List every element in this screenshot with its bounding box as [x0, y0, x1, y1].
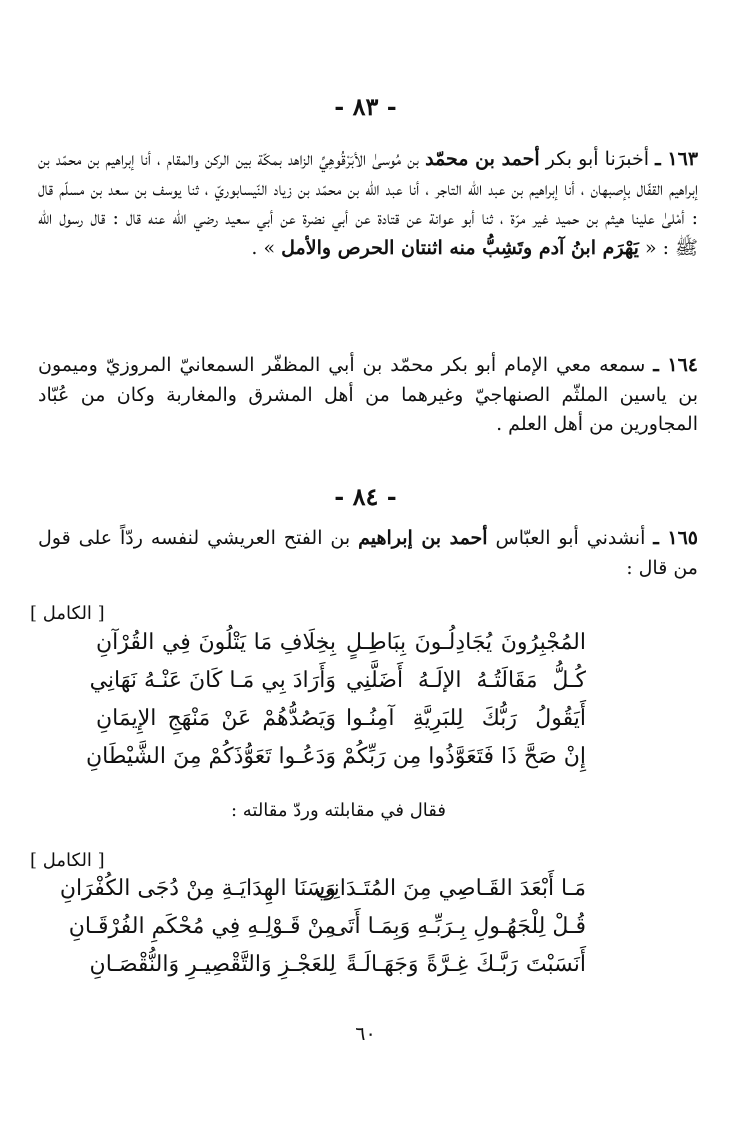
- verse-second-hemistich: وَدَعُـوا تَعَوُّذَكُمْ مِنَ الشَّيْطَانِ: [86, 744, 336, 769]
- transition-line: فقال في مقابلته وردّ مقالته :: [230, 800, 446, 821]
- entry-165-number: ١٦٥ ـ: [653, 527, 698, 549]
- verse-second-hemistich: وَأَرَادَ بِي مَـا كَانَ عَنْـهُ نَهَانِي: [89, 668, 336, 693]
- verse-first-hemistich: مَـا أَبْعَدَ القَـاصِي مِنَ المُتَـدَانِي: [315, 876, 586, 901]
- verse-first-hemistich: المُجْبِرُونَ يُجَادِلُـونَ بِبَاطِـلٍ: [346, 630, 586, 655]
- entry-165: [38, 524, 698, 583]
- poem-2-verse: [0, 914, 731, 950]
- entry-165-name: أحمد بن إبراهيم: [358, 527, 488, 549]
- verse-first-hemistich: إِنْ صَحَّ ذَا فَتَعَوَّذُوا مِن رَبِّكُمْ: [342, 744, 586, 769]
- poem-1-meter: [ الكامل ]: [30, 603, 105, 624]
- verse-second-hemistich: لِلعَجْـزِ وَالتَّقْصِيـرِ وَالنُّقْصَـانِ: [89, 952, 336, 977]
- verse-second-hemistich: بِخِلَافِ مَا يَتْلُونَ فِي القُرْآنِ: [96, 630, 336, 655]
- entry-163-text-a: أخبرَنا أبو بكر: [545, 148, 649, 170]
- poem-1-verse: [0, 706, 731, 742]
- entry-164-text: سمعه معي الإمام أبو بكر محمّد بن أبي المظفّر السمعانيّ المروزيّ وميمون بن ياسين الملثّم الصنهاجيّ وغيرهما من أهل المشرق والمغاربة وكان من عُبّاد المجاورين من أهل العلم .: [38, 354, 698, 435]
- entry-163-name: أحمد بن محمّد: [425, 148, 540, 170]
- poem-2-meter: [ الكامل ]: [30, 850, 105, 871]
- verse-first-hemistich: أَنَسَبْتَ رَبَّـكَ غِـرَّةً وَجَهَـالَـةً: [346, 952, 586, 977]
- poem-2-verse: [0, 952, 731, 988]
- section-heading-84: - ٨٤ -: [334, 482, 397, 511]
- entry-164-number: ١٦٤ ـ: [653, 354, 698, 376]
- poem-1-verse: [0, 668, 731, 704]
- entry-163-hadith: يَهْرَم ابنُ آدم وتَشِبُّ منه اثنتان الحرص والأمل: [281, 236, 639, 259]
- section-heading-83: - ٨٣ -: [334, 92, 397, 121]
- verse-second-hemistich: وَيَصُدُّهُمْ عَنْ مَنْهَجِ الإِيمَانِ: [96, 706, 336, 731]
- verse-second-hemistich: وَسَنَا الهِدَايَـةِ مِنْ دُجَى الكُفْرَانِ: [59, 876, 336, 901]
- poem-1-verse: [0, 630, 731, 666]
- entry-163: [38, 145, 698, 263]
- page-number: ٦٠: [355, 1023, 376, 1045]
- entry-165-text-a: أنشدني أبو العبّاس: [495, 527, 646, 549]
- poem-2-verse: [0, 876, 731, 912]
- poem-1-verse: [0, 744, 731, 780]
- entry-163-text-c: » .: [251, 236, 276, 259]
- verse-second-hemistich: مِنْ قَـوْلِـهِ فِي مُحْكَمِ الفُرْقَـانِ: [68, 914, 336, 939]
- entry-163-number: ١٦٣ ـ: [655, 148, 699, 170]
- entry-165-text-b: بن الفتح العريشي لنفسه ردّاً على قول من قال :: [38, 527, 698, 579]
- verse-first-hemistich: كُـلُّ مَقَالَتُـهُ الإلَـهُ أَضَلَّنِي: [346, 668, 586, 693]
- entry-163-text-b: بن مُوسىٰ الأبَرْقُوهِيِّ الزاهد بمكّة بين الركن والمقام ، أنا إبراهيم بن محمّد بن إبراهيم القفّال بإصبهان ، أنا إبراهيم بن عبد الله التاجر ، أنا عبد الله بن محمّد بن زياد النّيسابوريّ ، ثنا يوسف بن سعد بن مسلّم قال : أمْلىٰ علينا هيثم بن حميد غير مرّة ، ثنا أبو عوانة عن قتادة عن أبي نضرة عن أبي سعيد رضي الله عنه قال : قال رسول الله ﷺ : «: [38, 148, 698, 259]
- verse-first-hemistich: أَيَقُولُ رَبُّكَ لِلبَرِيَّةِ آمِنُـوا: [346, 706, 586, 731]
- entry-164: [38, 351, 698, 440]
- verse-first-hemistich: قُـلْ لِلْجَهُـولِ بِـرَبِّـهِ وَبِمَـا أَتَى: [330, 914, 586, 939]
